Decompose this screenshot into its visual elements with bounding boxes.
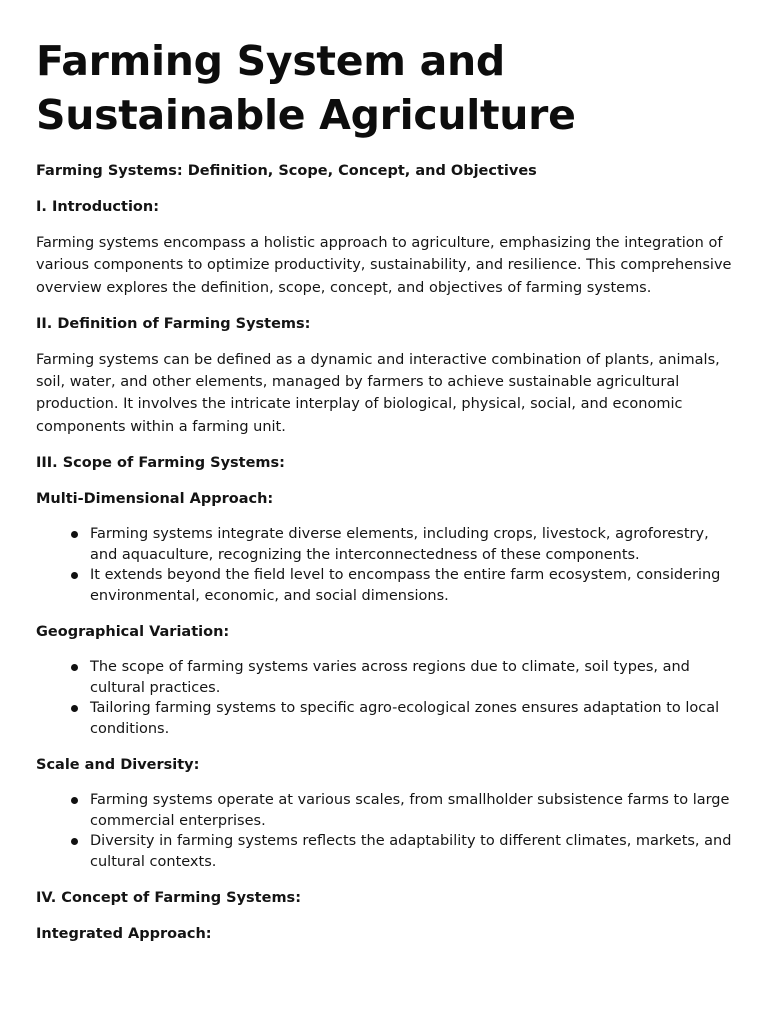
list-item-text: It extends beyond the field level to encompass the entire farm ecosystem, considering environmental, economic, and social dimensions. [90,567,721,604]
list-item [90,698,732,739]
list-item-text: The scope of farming systems varies across regions due to climate, soil types, and cultural practices. [90,659,690,696]
definition-paragraph: Farming systems can be defined as a dynamic and interactive combination of plants, animals, soil, water, and other elements, managed by farmers to achieve sustainable agricultural production. It involves the intricate interplay of biological, physical, social, and economic components within a farming unit. [36,351,720,435]
subheading-integrated-approach: Integrated Approach: [36,926,212,943]
geographical-variation-list [36,657,732,739]
subheading-scale-diversity: Scale and Diversity: [36,757,200,774]
section-heading-scope: III. Scope of Farming Systems: [36,455,285,472]
page-title: Farming System and Sustainable Agriculture [36,37,576,139]
subheading-multi-dimensional: Multi-Dimensional Approach: [36,491,274,508]
list-item-text: Farming systems operate at various scales, from smallholder subsistence farms to large commercial enterprises. [90,792,730,829]
section-heading-introduction: I. Introduction: [36,199,159,215]
scale-diversity-list [36,790,732,872]
list-item-text: Tailoring farming systems to specific agro-ecological zones ensures adaptation to local conditions. [90,700,720,737]
list-item [90,565,732,606]
document-subtitle: Farming Systems: Definition, Scope, Concept, and Objectives [36,163,537,179]
bullet-icon [71,838,78,845]
list-item [90,524,732,565]
list-item-text: Farming systems integrate diverse elements, including crops, livestock, agroforestry, and aquaculture, recognizing the interconnectedness of these components. [90,526,709,563]
section-heading-definition: II. Definition of Farming Systems: [36,315,311,332]
bullet-icon [71,705,78,712]
section-heading-concept: IV. Concept of Farming Systems: [36,890,301,907]
list-item-text: Diversity in farming systems reflects the adaptability to different climates, markets, and cultural contexts. [90,833,732,870]
subheading-geographical-variation: Geographical Variation: [36,624,230,641]
list-item [90,790,732,831]
bullet-icon [71,664,78,671]
bullet-icon [71,797,78,804]
list-item [90,657,732,698]
list-item [90,831,732,872]
multi-dimensional-list [36,524,732,606]
introduction-paragraph: Farming systems encompass a holistic approach to agriculture, emphasizing the integration of various components to optimize productivity, sustainability, and resilience. This comprehensive overview explores the definition, scope, concept, and objectives of farming systems. [36,235,732,296]
bullet-icon [71,531,78,538]
bullet-icon [71,572,78,579]
